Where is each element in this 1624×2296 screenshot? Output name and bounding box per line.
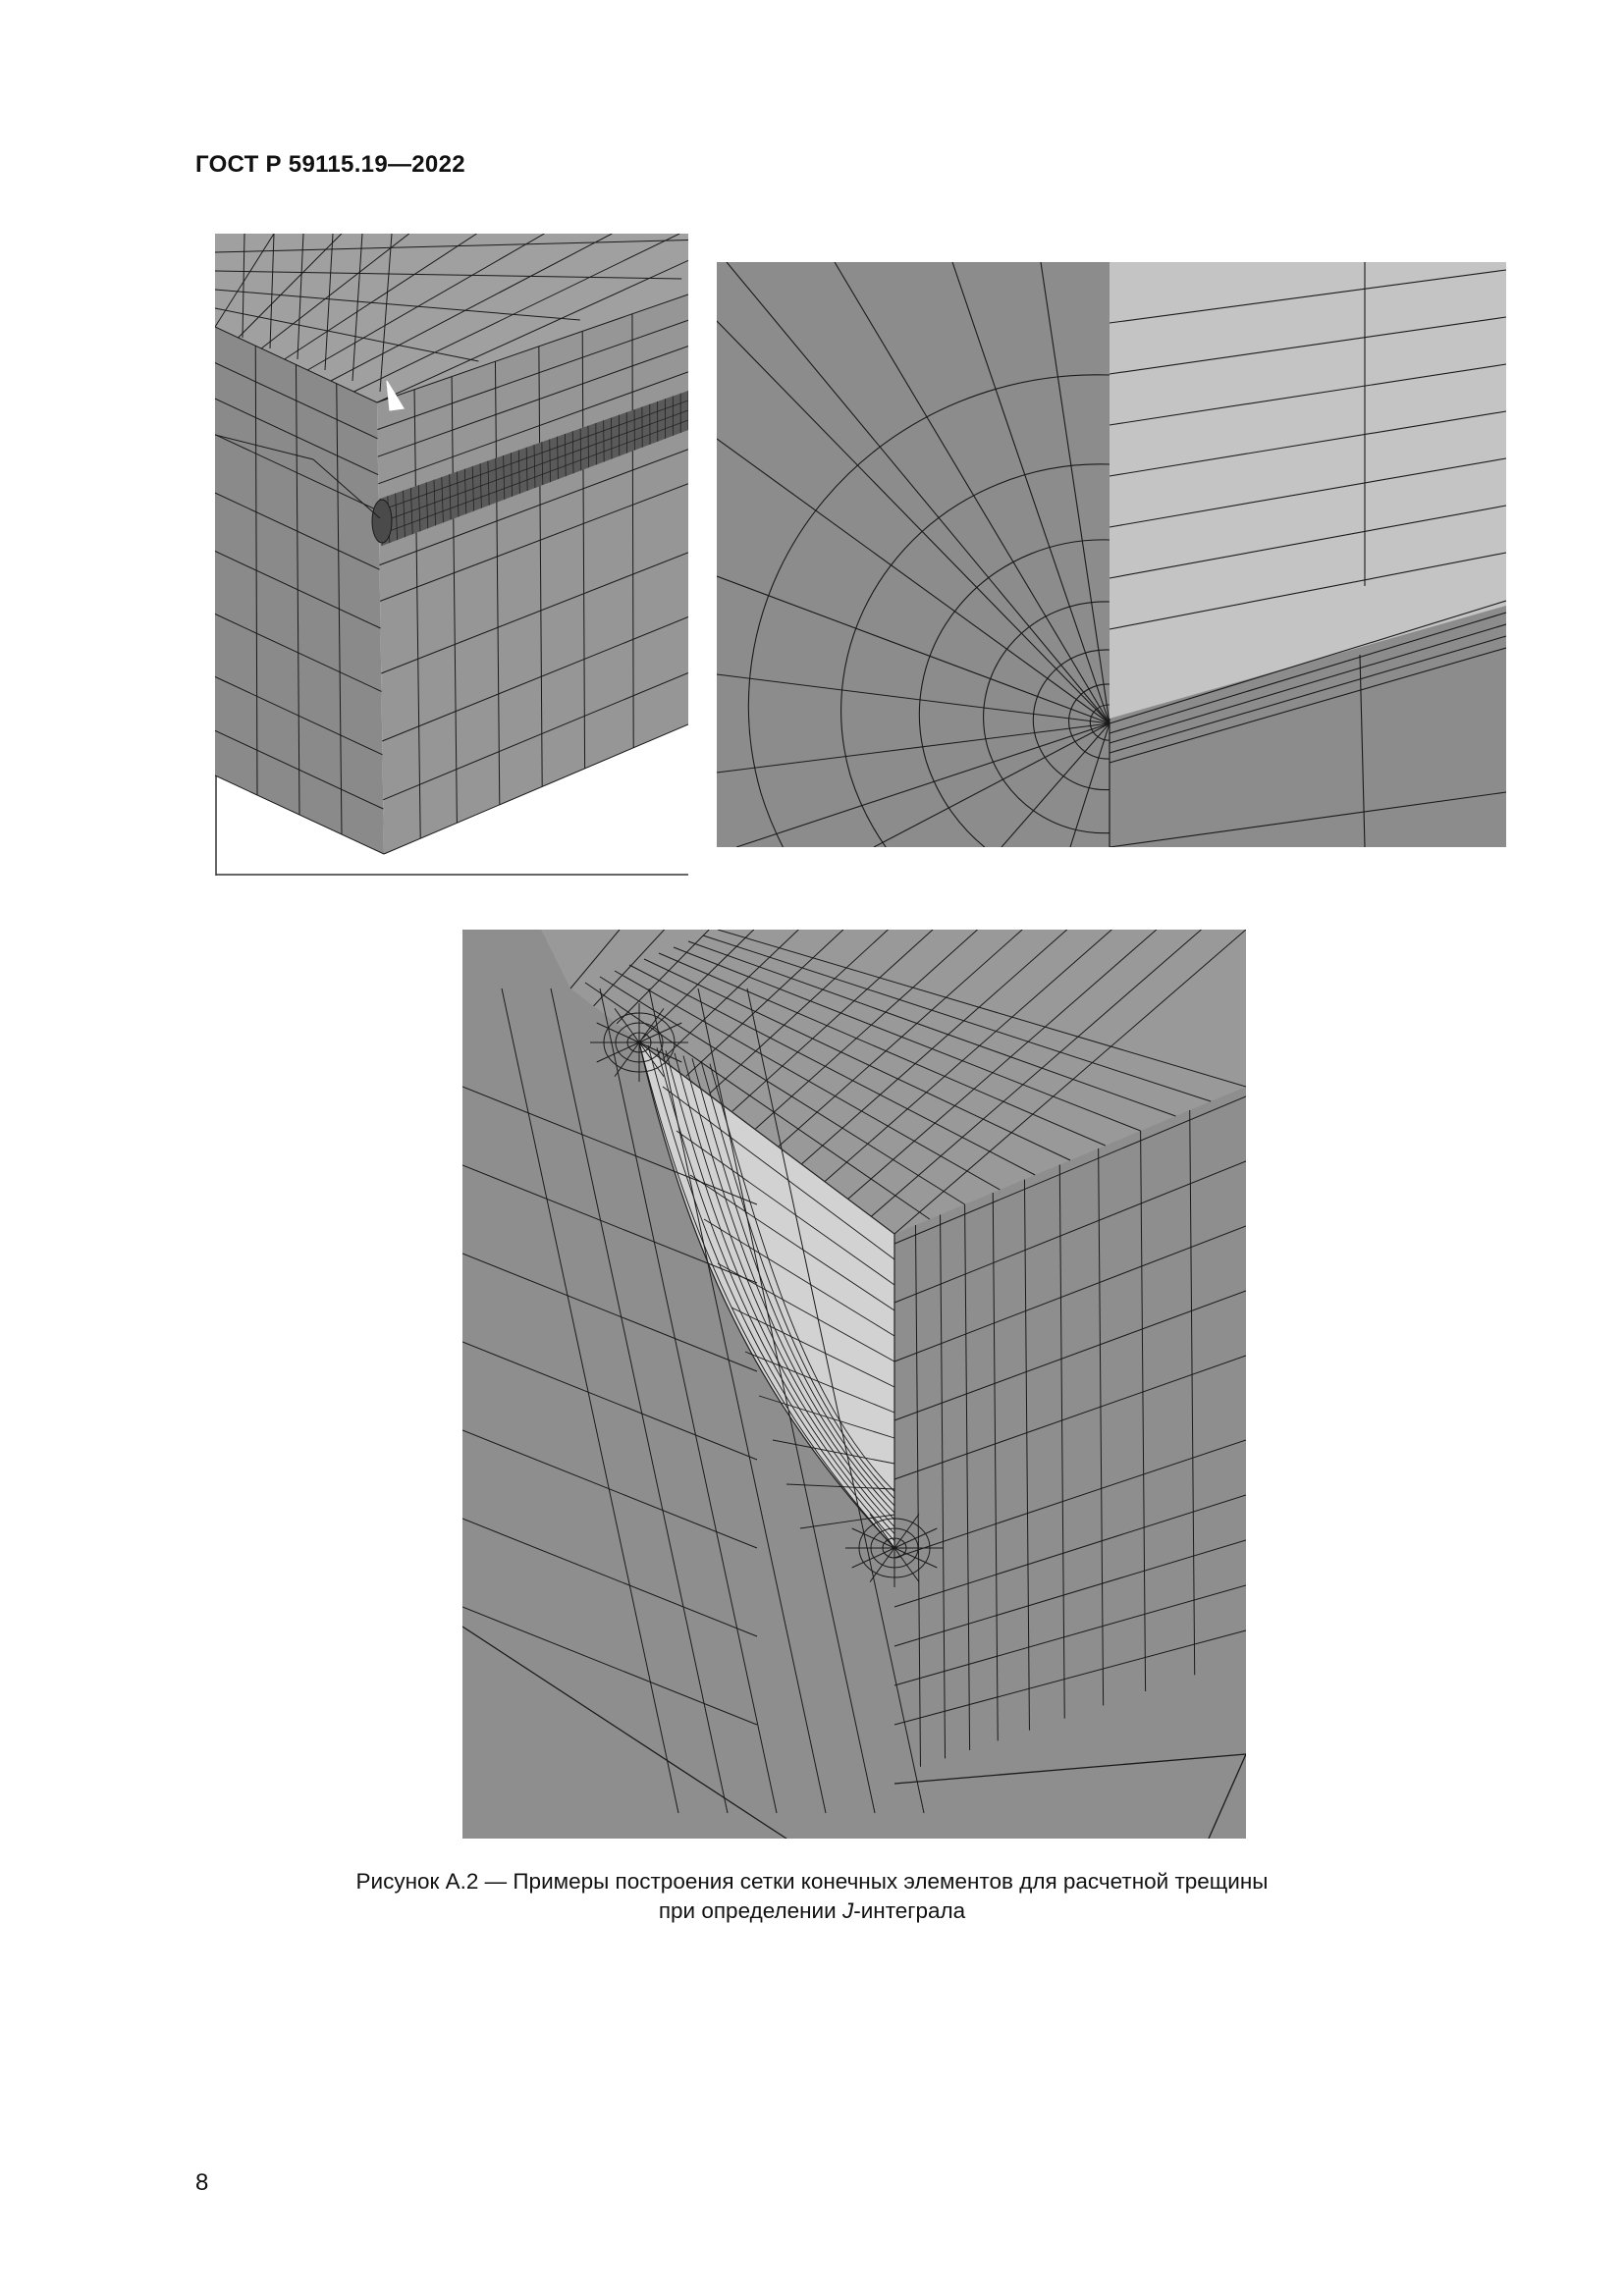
mesh-crack-tip xyxy=(372,500,392,543)
caption-italic-j: J xyxy=(841,1898,854,1923)
mesh-figure-crack-tip xyxy=(717,262,1506,847)
mesh-overview-drawing xyxy=(215,234,688,876)
figure-caption-line-2 xyxy=(245,1896,1379,1926)
figure-caption-line-1: Рисунок А.2 — Примеры построения сетки конечных элементов для расчетной трещины xyxy=(355,1869,1269,1894)
page-number: 8 xyxy=(195,2169,209,2196)
caption-text-after: -интеграла xyxy=(853,1898,966,1923)
mesh-crack-tip-drawing xyxy=(717,262,1506,847)
mesh-semi-elliptical-drawing xyxy=(462,930,1246,1839)
caption-text-before: при определении xyxy=(658,1898,842,1923)
mesh-figure-overview xyxy=(215,234,688,876)
mesh-figure-semi-elliptical xyxy=(462,930,1246,1839)
document-header: ГОСТ Р 59115.19—2022 xyxy=(195,151,465,178)
